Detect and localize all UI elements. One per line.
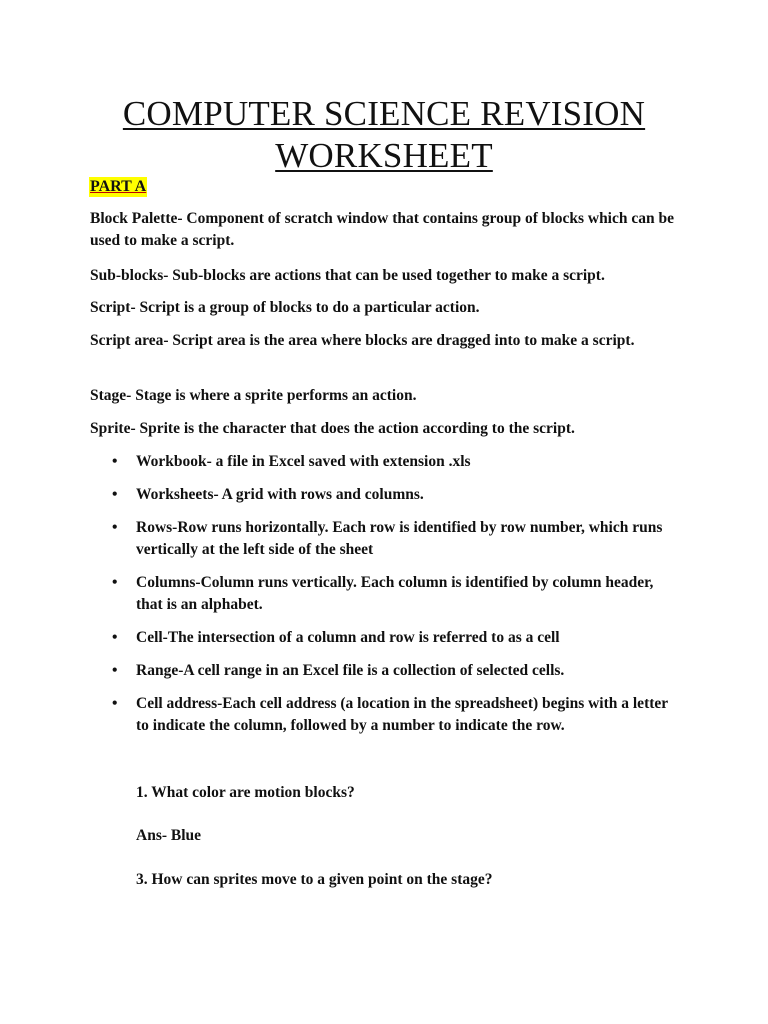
definition-script-area: Script area- Script area is the area where blocks are dragged into to make a script.	[90, 332, 635, 349]
bullet-text: Rows-Row runs horizontally. Each row is identified by row number, which runs vertically at the left side of the sheet	[136, 519, 663, 558]
bullet-icon: •	[112, 486, 118, 503]
bullet-icon: •	[112, 519, 118, 536]
worksheet-title	[0, 93, 768, 177]
definition-sub-blocks: Sub-blocks- Sub-blocks are actions that can be used together to make a script.	[90, 267, 605, 284]
bullet-icon: •	[112, 629, 118, 646]
list-item	[112, 517, 676, 561]
definition-script: Script- Script is a group of blocks to do a particular action.	[90, 299, 480, 316]
list-item	[112, 484, 676, 506]
bullet-text: Cell address-Each cell address (a location in the spreadsheet) begins with a letter to indicate the column, followed by a number to indicate the row.	[136, 695, 668, 734]
list-item	[112, 693, 676, 737]
bullet-icon: •	[112, 695, 118, 712]
list-item	[112, 660, 676, 682]
answer-1: Ans- Blue	[136, 827, 202, 844]
list-item	[112, 572, 676, 616]
question-1: 1. What color are motion blocks?	[136, 784, 355, 801]
list-item	[112, 451, 676, 473]
definition-sprite: Sprite- Sprite is the character that does the action according to the script.	[90, 420, 575, 437]
definition-stage: Stage- Stage is where a sprite performs an action.	[90, 387, 417, 404]
bullet-text: Worksheets- A grid with rows and columns.	[136, 486, 424, 503]
bullet-text: Cell-The intersection of a column and row is referred to as a cell	[136, 629, 560, 646]
bullet-icon: •	[112, 662, 118, 679]
bullet-text: Workbook- a file in Excel saved with extension .xls	[136, 453, 471, 470]
part-a-label: PART A	[90, 178, 147, 195]
definition-block-palette: Block Palette- Component of scratch window that contains group of blocks which can be used to make a script.	[90, 210, 674, 249]
bullet-icon: •	[112, 453, 118, 470]
bullet-text: Columns-Column runs vertically. Each column is identified by column header, that is an alphabet.	[136, 574, 654, 613]
question-3: 3. How can sprites move to a given point on the stage?	[136, 871, 493, 888]
bullet-icon: •	[112, 574, 118, 591]
list-item	[112, 627, 676, 649]
bullet-text: Range-A cell range in an Excel file is a collection of selected cells.	[136, 662, 565, 679]
title-line-2: WORKSHEET	[275, 136, 493, 175]
title-line-1: COMPUTER SCIENCE REVISION	[122, 94, 646, 133]
